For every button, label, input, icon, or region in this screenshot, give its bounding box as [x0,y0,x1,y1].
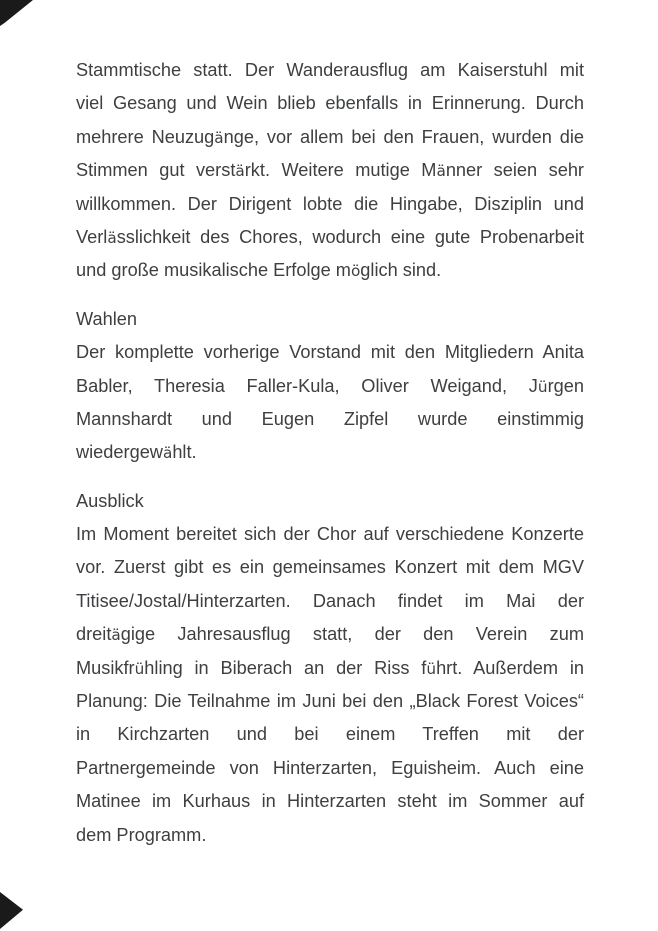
paragraph [76,303,584,470]
fallback-glyph: ä [111,626,121,645]
text-line: Babler, Theresia Faller-Kula, Oliver Weigand, Jürgen [76,375,584,396]
text-line: Partnergemeinde von Hinterzarten, Eguisheim. Auch eine [76,757,584,778]
text-line: willkommen. Der Dirigent lobte die Hingabe, Disziplin und [76,193,584,214]
text-line: Der komplette vorherige Vorstand mit den Mitgliedern Anita [76,342,584,363]
fallback-glyph: ü [134,659,145,678]
fallback-glyph: ä [214,128,224,147]
text-line: Musikfrühling in Biberach an der Riss führt. Außerdem in [76,657,584,678]
text-line: Im Moment bereitet sich der Chor auf verschiedene Konzerte [76,524,584,545]
fallback-glyph: ä [162,444,173,463]
fallback-glyph: ä [235,162,245,181]
text-line: dem Programm. [76,824,207,845]
text-line: dreitägige Jahresausflug statt, der den Verein zum [76,624,584,645]
article-body [76,54,584,852]
fallback-glyph: ü [537,377,548,396]
paragraph [76,485,584,852]
text-line: in Kirchzarten und bei einem Treffen mit der [76,724,584,745]
text-line: Titisee/Jostal/Hinterzarten. Danach findet im Mai der [76,590,584,611]
fallback-glyph: ä [436,162,446,181]
scan-mark-top-left [0,0,33,26]
text-line: vor. Zuerst gibt es ein gemeinsames Konzert mit dem MGV [76,557,584,578]
text-line: Stammtische statt. Der Wanderausflug am Kaiserstuhl mit [76,60,584,80]
fallback-glyph: ö [350,262,361,281]
text-line: viel Gesang und Wein blieb ebenfalls in Erinnerung. Durch [76,93,584,114]
text-line: Planung: Die Teilnahme im Juni bei den „Black Forest Voices“ [76,691,584,712]
text-line: mehrere Neuzugänge, vor allem bei den Frauen, wurden die [76,126,585,147]
text-line: Verlässlichkeit des Chores, wodurch eine gute Probenarbeit [76,226,584,247]
section-heading: Wahlen [76,308,137,329]
text-line: wiedergewählt. [76,442,197,463]
scan-mark-bottom-left [0,892,23,929]
section-heading: Ausblick [76,490,144,511]
text-line: und große musikalische Erfolge möglich sind. [76,260,442,281]
text-line: Matinee im Kurhaus in Hinterzarten steht im Sommer auf [76,791,584,812]
fallback-glyph: ä [107,228,117,247]
paragraph [76,54,584,288]
text-line: Mannshardt und Eugen Zipfel wurde einstimmig [76,408,584,429]
text-line: Stimmen gut verstärkt. Weitere mutige Männer seien sehr [76,160,584,181]
fallback-glyph: ü [426,659,437,678]
